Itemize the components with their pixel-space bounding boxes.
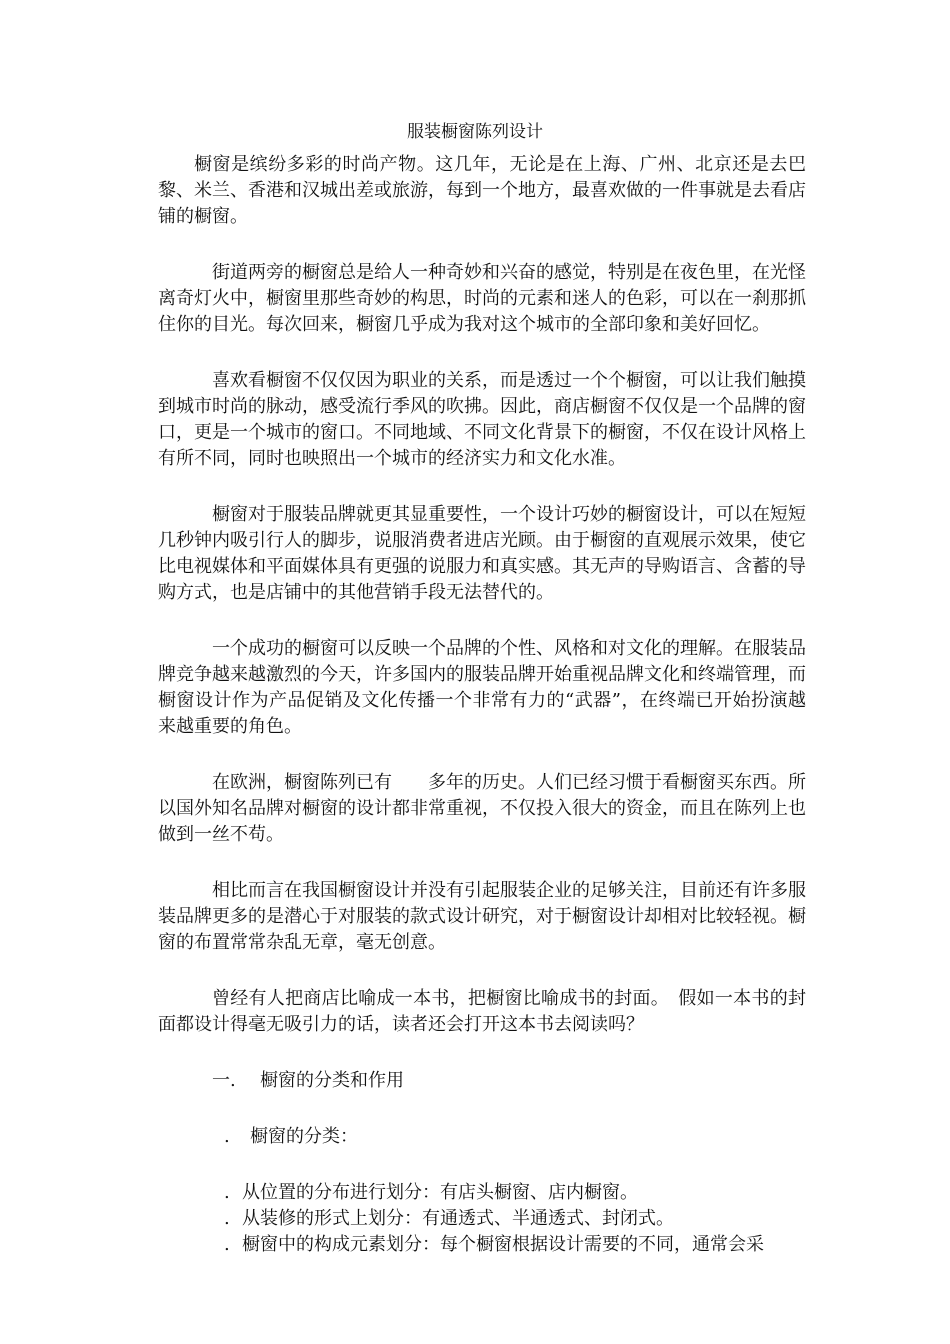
section-number: 一. xyxy=(212,1070,236,1091)
list-item xyxy=(158,1180,806,1206)
paragraph-4: 橱窗对于服装品牌就更其显重要性，一个设计巧妙的橱窗设计，可以在短短几秒钟内吸引行人的脚步，说服消费者进店光顾。由于橱窗的直观展示效果，使它比电视媒体和平面媒体具有更强的说服力和真实感。其无声的导购语言、含蓄的导购方式，也是店铺中的其他营销手段无法替代的。 xyxy=(158,504,806,603)
section-heading-text: 橱窗的分类和作用 xyxy=(260,1070,404,1091)
paragraph-8: 曾经有人把商店比喻成一本书，把橱窗比喻成书的封面。 假如一本书的封面都设计得毫无吸引力的话，读者还会打开这本书去阅读吗？ xyxy=(158,988,806,1035)
subsection-heading xyxy=(158,1124,806,1150)
paragraph-3: 喜欢看橱窗不仅仅因为职业的关系，而是透过一个个橱窗，可以让我们触摸到城市时尚的脉动，感受流行季风的吹拂。因此，商店橱窗不仅仅是一个品牌的窗口，更是一个城市的窗口。不同地域、不同文化背景下的橱窗，不仅在设计风格上有所不同，同时也映照出一个城市的经济实力和文化水准。 xyxy=(158,370,806,469)
paragraph-7: 相比而言在我国橱窗设计并没有引起服装企业的足够关注，目前还有许多服装品牌更多的是潜心于对服装的款式设计研究，对于橱窗设计却相对比较轻视。橱窗的布置常常杂乱无章，毫无创意。 xyxy=(158,880,806,953)
list-item-text: 从位置的分布进行划分：有店头橱窗、店内橱窗。 xyxy=(242,1182,638,1203)
paragraph-2: 街道两旁的橱窗总是给人一种奇妙和兴奋的感觉，特别是在夜色里，在光怪离奇灯火中，橱窗里那些奇妙的构思，时尚的元素和迷人的色彩，可以在一刹那抓住你的目光。每次回来，橱窗几乎成为我对这个城市的全部印象和美好回忆。 xyxy=(158,262,806,335)
list-marker: . xyxy=(224,1208,230,1229)
list-item xyxy=(158,1232,806,1258)
list-marker: . xyxy=(224,1182,230,1203)
document-body xyxy=(158,152,806,1258)
subsection-heading-text: 橱窗的分类： xyxy=(250,1126,358,1147)
document-title: 服装橱窗陈列设计 xyxy=(407,122,543,142)
paragraph-5: 一个成功的橱窗可以反映一个品牌的个性、风格和对文化的理解。在服装品牌竞争越来越激烈的今天，许多国内的服装品牌开始重视品牌文化和终端管理，而橱窗设计作为产品促销及文化传播一个非常有力的“武器”，在终端已开始扮演越来越重要的角色。 xyxy=(158,638,806,737)
list-item xyxy=(158,1206,806,1232)
list-marker: . xyxy=(224,1234,230,1255)
list-item-text: 橱窗中的构成元素划分：每个橱窗根据设计需要的不同，通常会采 xyxy=(242,1234,764,1255)
list-item-text: 从装修的形式上划分：有通透式、半通透式、封闭式。 xyxy=(242,1208,674,1229)
classification-list xyxy=(158,1180,806,1258)
paragraph-6: 在欧洲，橱窗陈列已有 多年的历史。人们已经习惯于看橱窗买东西。所以国外知名品牌对橱窗的设计都非常重视，不仅投入很大的资金，而且在陈列上也做到一丝不苟。 xyxy=(158,772,806,845)
section-heading xyxy=(158,1068,806,1094)
subsection-marker: . xyxy=(224,1126,230,1147)
paragraph-1: 橱窗是缤纷多彩的时尚产物。这几年，无论是在上海、广州、北京还是去巴黎、米兰、香港和汉城出差或旅游，每到一个地方，最喜欢做的一件事就是去看店铺的橱窗。 xyxy=(158,154,806,227)
